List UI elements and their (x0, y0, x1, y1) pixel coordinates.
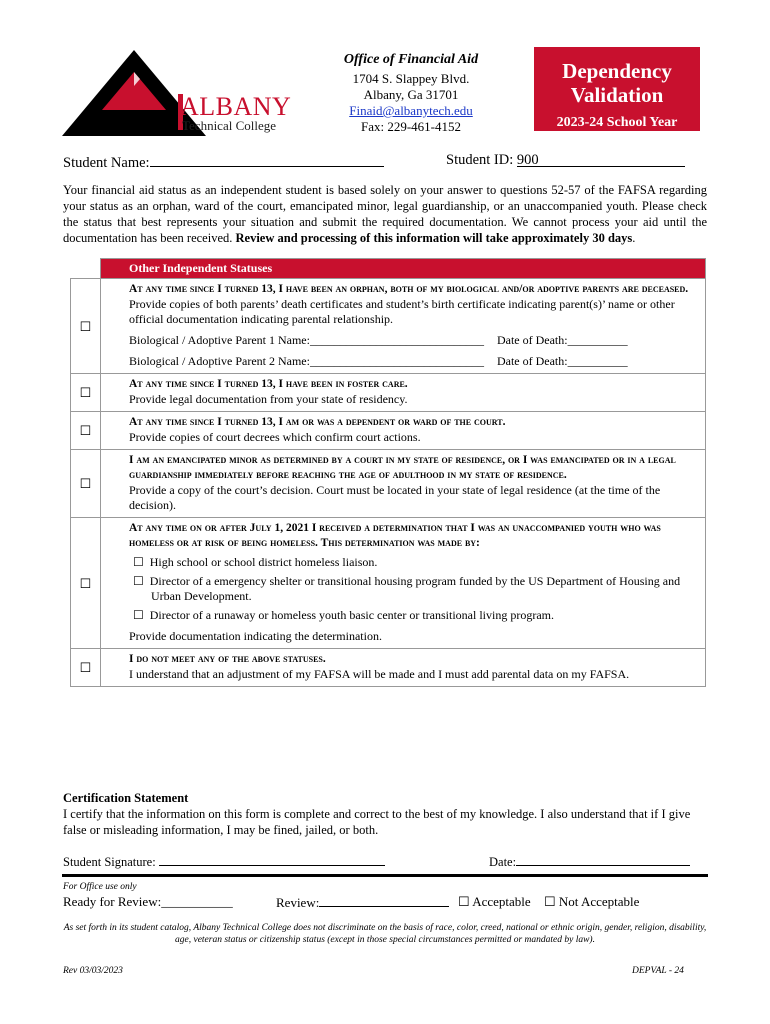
logo-subtitle: Technical College (182, 118, 277, 133)
homeless-option-1[interactable] (133, 555, 697, 570)
homeless-title: At any time on or after July 1, 2021 I received a determination that I was an unaccompanied youth who was homeless or at risk of being homeless. This determination was made by: (129, 522, 661, 549)
intro-paragraph (63, 182, 707, 246)
homeless-checkbox[interactable]: ☐ (71, 518, 101, 649)
status-row-emancipated (71, 450, 706, 518)
homeless-option-2-checkbox[interactable]: ☐ (133, 574, 144, 588)
parent2-death: Date of Death:__________ (496, 354, 628, 368)
intro-bold: Review and processing of this information will take approximately 30 days (235, 231, 633, 245)
status-row-none (71, 649, 706, 687)
homeless-option-2[interactable] (133, 574, 697, 604)
form-title-line-1: Dependency (562, 59, 672, 83)
certification-section (63, 790, 707, 838)
foster-checkbox[interactable]: ☐ (71, 374, 101, 412)
not-acceptable-label: Not Acceptable (558, 894, 640, 909)
not-acceptable-option[interactable] (544, 894, 639, 910)
parent1-row[interactable] (129, 333, 697, 348)
student-name-label: Student Name: (63, 155, 150, 171)
revision-date: Rev 03/03/2023 (63, 966, 123, 976)
ready-for-review-field[interactable]: Ready for Review:___________ (63, 894, 233, 909)
intro-text: Your financial aid status as an independent student is based solely on your answer to questions 52-57 of the FAFSA regarding your status as an orphan, ward of the court, emancipated minor, legal guardianship, or an unaccompanied youth. Please check the status that best represents your situation and submit the required documentation. We cannot process your aid until the documentation has been received. (63, 183, 707, 245)
homeless-option-1-label: High school or school district homeless liaison. (149, 555, 378, 569)
foster-title: At any time since I turned 13, I have been in foster care. (129, 378, 408, 390)
status-row-foster (71, 374, 706, 412)
homeless-option-1-checkbox[interactable]: ☐ (133, 555, 144, 569)
student-name-line[interactable] (150, 152, 384, 167)
office-fax: Fax: 229-461-4152 (360, 119, 462, 134)
orphan-desc: Provide copies of both parents’ death certificates and student’s birth certificate indicating parent(s)’ name or other official documentation indicating parental relationship. (129, 297, 675, 326)
parent2-row[interactable] (129, 354, 697, 369)
review-line[interactable] (319, 894, 449, 907)
homeless-option-3-checkbox[interactable]: ☐ (133, 608, 144, 622)
status-row-ward (71, 412, 706, 450)
form-title-badge (534, 47, 700, 131)
table-header: Other Independent Statuses (101, 259, 706, 279)
office-address-1: 1704 S. Slappey Blvd. (352, 71, 470, 86)
acceptable-checkbox[interactable]: ☐ (458, 894, 470, 909)
school-year: 2023-24 School Year (556, 115, 678, 130)
review-label: Review: (276, 895, 320, 910)
signature-label: Student Signature: (63, 855, 156, 869)
student-id-line[interactable] (517, 152, 685, 167)
office-contact (300, 52, 522, 135)
not-acceptable-checkbox[interactable]: ☐ (544, 894, 556, 909)
date-field[interactable] (489, 851, 690, 870)
nondiscrimination-disclaimer: As set forth in its student catalog, Albany Technical College does not discriminate on the basis of race, color, creed, national or ethnic origin, gender, religion, disability, age, veteran status or citizenship status (except in those special circumstances permitted or mandated by law). (63, 923, 707, 945)
office-use-label: For Office use only (63, 882, 137, 892)
orphan-checkbox[interactable]: ☐ (71, 279, 101, 374)
homeless-option-3[interactable] (133, 608, 697, 623)
none-desc: I understand that an adjustment of my FAFSA will be made and I must add parental data on my FAFSA. (129, 667, 630, 681)
acceptable-option[interactable] (458, 894, 531, 910)
statuses-table (70, 258, 706, 687)
date-label: Date: (489, 855, 517, 869)
certification-text: I certify that the information on this form is complete and correct to the best of my knowledge. I also understand that if I give false or misleading information, I may be fined, jailed, or both. (63, 807, 691, 837)
homeless-option-2-label: Director of a emergency shelter or transitional housing program funded by the US Department of Housing and Urban Development. (149, 574, 681, 603)
status-row-orphan (71, 279, 706, 374)
student-id-value: 900 (516, 152, 539, 168)
student-id-field[interactable] (446, 152, 685, 169)
foster-desc: Provide legal documentation from your state of residency. (129, 392, 408, 406)
review-field[interactable] (276, 894, 449, 911)
office-email-link[interactable]: Finaid@albanytech.edu (349, 103, 473, 118)
ward-checkbox[interactable]: ☐ (71, 412, 101, 450)
certification-title: Certification Statement (63, 791, 189, 805)
form-title-line-2: Validation (570, 83, 664, 107)
homeless-option-3-label: Director of a runaway or homeless youth basic center or transitional living program. (149, 608, 554, 622)
form-code: DEPVAL - 24 (632, 966, 684, 976)
emancipated-checkbox[interactable]: ☐ (71, 450, 101, 518)
office-title: Office of Financial Aid (343, 52, 479, 67)
acceptable-label: Acceptable (472, 894, 531, 909)
none-checkbox[interactable]: ☐ (71, 649, 101, 687)
college-logo (62, 46, 294, 136)
student-id-label: Student ID: (446, 152, 514, 168)
signature-field[interactable] (63, 851, 385, 870)
status-row-homeless (71, 518, 706, 649)
student-name-field[interactable] (63, 152, 384, 172)
ward-desc: Provide copies of court decrees which confirm court actions. (129, 430, 421, 444)
homeless-desc: Provide documentation indicating the determination. (129, 629, 382, 643)
office-address-2: Albany, Ga 31701 (363, 87, 459, 102)
ward-title: At any time since I turned 13, I am or was a dependent or ward of the court. (129, 416, 506, 428)
parent2-name: Biological / Adoptive Parent 2 Name:_____________________________ (129, 354, 484, 368)
emancipated-desc: Provide a copy of the court’s decision. Court must be located in your state of legal residence (at the time of the decision). (129, 483, 661, 512)
logo-name: ALBANY (180, 92, 292, 121)
parent1-death: Date of Death:__________ (496, 333, 628, 347)
date-line[interactable] (516, 851, 690, 866)
signature-line[interactable] (159, 851, 385, 866)
emancipated-title: I am an emancipated minor as determined by a court in my state of residence, or I was emancipated or in a legal guardianship immediately before reaching the age of adulthood in my state of residence. (129, 454, 676, 481)
none-title: I do not meet any of the above statuses. (129, 653, 326, 665)
parent1-name: Biological / Adoptive Parent 1 Name:_____________________________ (129, 333, 484, 347)
intro-end: . (632, 231, 636, 245)
office-use-divider (62, 874, 708, 877)
table-header-row (71, 259, 706, 279)
orphan-title: At any time since I turned 13, I have been an orphan, both of my biological and/or adoptive parents are deceased. (129, 283, 689, 295)
